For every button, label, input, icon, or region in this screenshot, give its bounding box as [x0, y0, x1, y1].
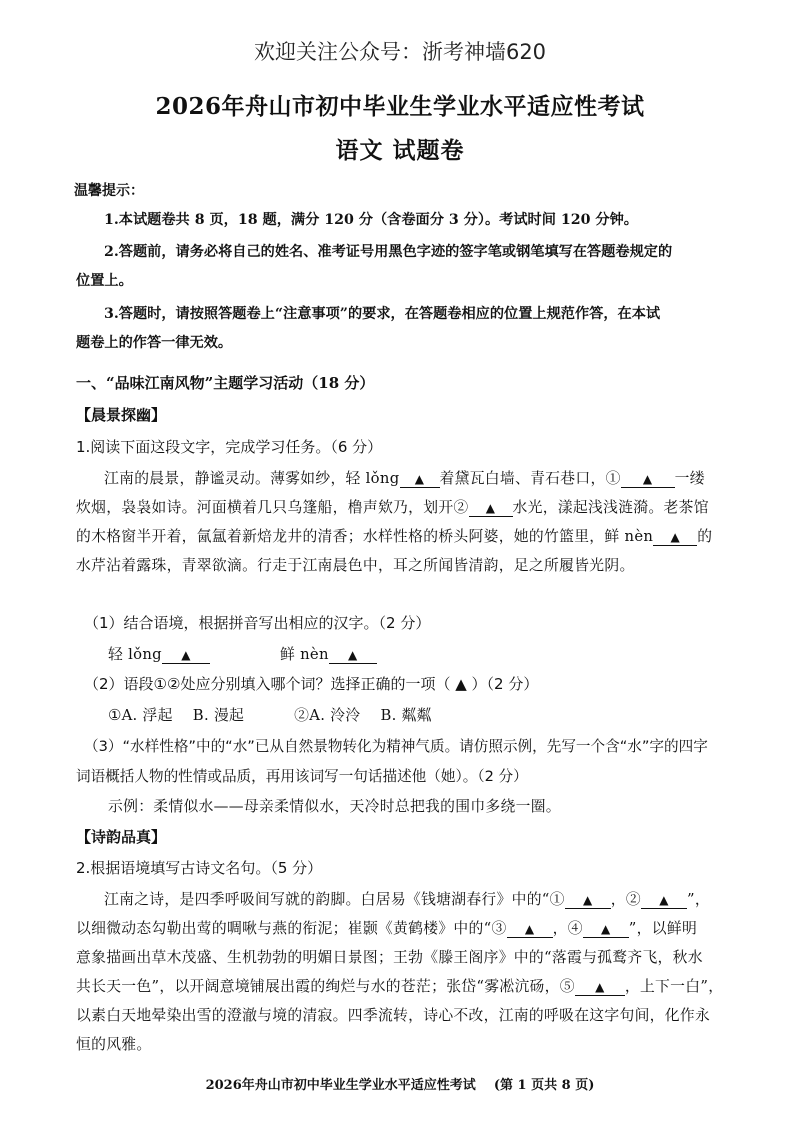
- notice-label: 温馨提示：: [74, 183, 144, 199]
- sub-question-2: （2）语段①②处应分别填入哪个词？选择正确的一项（ ▲ ）（2 分）: [84, 675, 539, 693]
- passage-text: 的木格窗半开着，氤氲着新焙龙井的清香；水样性格的桥头阿婆，她的竹篮里，鲜 nèn: [76, 528, 654, 545]
- poem-line-2: [76, 917, 697, 938]
- sub-question-3-line-1: （3）“水样性格”中的“水”已从自然景物转化为精神气质。请仿照示例，先写一个含“水”字的四字: [84, 738, 708, 755]
- sub-question-2-options: ①A. 浮起 B. 漫起 ②A. 泠泠 B. 粼粼: [108, 707, 432, 724]
- blank-marker: ▲: [595, 980, 605, 994]
- blank-marker: ▲: [524, 922, 535, 936]
- notice-item-3-line-1: 3.答题时，请按照答题卷上“注意事项”的要求，在答题卷相应的位置上规范作答，在本试: [104, 306, 661, 322]
- passage-line-4: 水芹沾着露珠，青翠欲滴。行走于江南晨色中，耳之所闻皆清韵，足之所履皆光阴。: [76, 557, 635, 574]
- blank-marker: ▲: [348, 648, 358, 662]
- poem-text: ，上下一白”，: [624, 978, 724, 995]
- answer-blank: [575, 979, 625, 996]
- poem-text: 江南之诗，是四季呼吸间写就的韵脚。白居易《钱塘湖春行》中的“①: [104, 891, 565, 908]
- poem-text: 以细微动态勾勒出莺的啁啾与燕的衔泥；崔颢《黄鹤楼》中的“③: [76, 920, 507, 937]
- blank-marker: ▲: [601, 922, 611, 936]
- sub-question-3-example: 示例：柔情似水——母亲柔情似水，天冷时总把我的围巾多绕一圈。: [108, 798, 561, 815]
- answer-blank: [583, 921, 629, 938]
- blank-marker: ▲: [642, 472, 653, 486]
- poem-text: ，②: [610, 891, 641, 908]
- pinyin-lng: 轻 lǒng: [108, 646, 162, 663]
- poem-text: ”，: [686, 891, 710, 908]
- part-2-label: 【诗韵品真】: [76, 828, 167, 846]
- sub-question-1: （1）结合语境，根据拼音写出相应的汉字。（2 分）: [84, 614, 431, 632]
- poem-line-5: 以素白天地晕染出雪的澄澈与境的清寂。四季流转，诗心不改，江南的呼吸在这字句间，化作永: [76, 1007, 711, 1024]
- notice-item-1: 1.本试题卷共 8 页，18 题，满分 120 分（含卷面分 3 分）。考试时间 120 分钟。: [104, 212, 638, 228]
- passage-line-1: [104, 467, 705, 488]
- part-1-label: 【晨景探幽】: [76, 406, 167, 424]
- answer-blank: [400, 471, 440, 488]
- sub-question-3-line-2: 词语概括人物的性情或品质，再用该词写一句话描述他（她）。（2 分）: [76, 768, 528, 785]
- pinyin-nen: 鲜 nèn: [279, 646, 329, 663]
- poem-line-1: [104, 888, 710, 909]
- answer-blank: [162, 647, 210, 664]
- answer-blank: [641, 892, 687, 909]
- poem-line-6: 恒的风雅。: [76, 1036, 152, 1053]
- answer-blank: [507, 921, 553, 938]
- exam-title: 2026年舟山市初中毕业生学业水平适应性考试: [155, 93, 645, 120]
- answer-blank: [469, 500, 513, 517]
- notice-item-3-line-2: 题卷上的作答一律无效。: [76, 335, 233, 351]
- blank-marker: ▲: [181, 648, 191, 662]
- page-footer: 2026年舟山市初中毕业生学业水平适应性考试 (第 1 页共 8 页): [205, 1078, 595, 1093]
- answer-blank: [565, 892, 611, 909]
- poem-text: 共长天一色”，以开阔意境铺展出霞的绚烂与水的苍茫；张岱“雾凇沆砀，⑤: [76, 978, 575, 995]
- blank-marker: ▲: [414, 472, 425, 486]
- notice-item-2-line-2: 位置上。: [76, 273, 133, 289]
- poem-line-4: [76, 975, 723, 996]
- passage-text: 的: [697, 528, 713, 545]
- passage-text: 江南的晨景，静谧灵动。薄雾如纱，轻 lǒng: [104, 470, 400, 487]
- poem-text: ”，以鲜明: [628, 920, 698, 937]
- notice-item-2-line-1: 2.答题前，请务必将自己的姓名、准考证号用黑色字迹的签字笔或钢笔填写在答题卷规定的: [104, 244, 673, 260]
- passage-text: 炊烟，袅袅如诗。河面横着几只乌篷船，橹声欸乃，划开②: [76, 499, 469, 516]
- poem-text: ，④: [552, 920, 583, 937]
- subject-title: 语文 试题卷: [335, 137, 465, 164]
- sub-question-1-answers: [108, 643, 377, 664]
- blank-marker: ▲: [659, 893, 669, 907]
- passage-text: 水光，漾起浅浅涟漪。老茶馆: [512, 499, 709, 516]
- answer-blank: [329, 647, 377, 664]
- blank-marker: ▲: [485, 501, 496, 515]
- passage-text: 一缕: [674, 470, 705, 487]
- blank-marker: ▲: [583, 893, 593, 907]
- section-1-heading: 一、“品味江南风物”主题学习活动（18 分）: [76, 374, 375, 392]
- poem-line-3: 意象描画出草木茂盛、生机勃勃的明媚日景图；王勃《滕王阁序》中的“落霞与孤鹜齐飞，秋水: [76, 949, 703, 966]
- question-1-stem: 1.阅读下面这段文字，完成学习任务。（6 分）: [76, 438, 383, 456]
- watermark-text: 欢迎关注公众号：浙考神墙620: [253, 40, 547, 64]
- answer-blank: [621, 471, 675, 488]
- passage-line-2: [76, 496, 709, 517]
- answer-blank: [653, 529, 697, 546]
- blank-marker: ▲: [670, 530, 680, 544]
- passage-line-3: [76, 525, 712, 546]
- passage-text: 着黛瓦白墙、青石巷口，①: [439, 470, 621, 487]
- question-2-stem: 2.根据语境填写古诗文名句。（5 分）: [76, 859, 323, 877]
